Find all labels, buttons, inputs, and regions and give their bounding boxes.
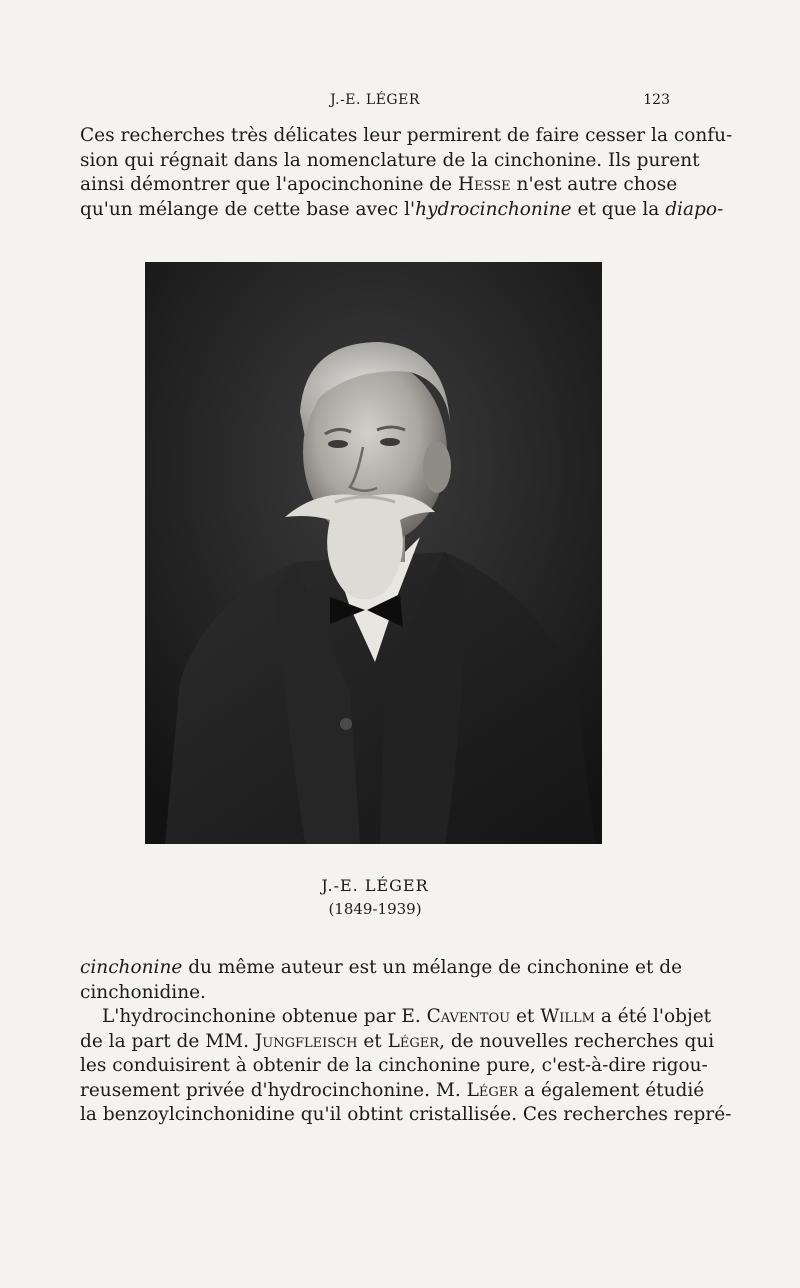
text-line: les conduisirent à obtenir de la cinchonine pure, c'est-à-dire rigou-	[80, 1055, 708, 1076]
text-line: cinchonidine.	[80, 981, 206, 1003]
italic-term: cinchonine	[80, 957, 183, 978]
page-number: 123	[643, 92, 670, 108]
author-name: Hesse	[457, 174, 511, 195]
portrait-caption-dates: (1849-1939)	[328, 900, 422, 918]
author-name: Léger	[466, 1079, 519, 1101]
author-name: Caventou	[426, 1006, 511, 1027]
text-line: qu'un mélange de cette base avec l'hydrocinchonine et que la diapo-	[80, 198, 724, 220]
text-line: Ces recherches très délicates leur permirent de faire cesser la confu-	[80, 125, 733, 146]
top-paragraph	[80, 124, 733, 222]
italic-term: diapo-	[665, 198, 724, 220]
text-line: de la part de MM. Jungfleisch et Léger, de nouvelles recherches qui	[80, 1030, 715, 1052]
text-line: cinchonine du même auteur est un mélange de cinchonine et de	[80, 957, 683, 978]
text-line: reusement privée d'hydrocinchonine. M. Léger a également étudié	[80, 1079, 705, 1101]
author-name: Léger	[387, 1030, 440, 1052]
author-name: Willm	[540, 1006, 595, 1027]
portrait-caption-name: J.-E. LÉGER	[321, 876, 429, 895]
text-line: sion qui régnait dans la nomenclature de la cinchonine. Ils purent	[80, 149, 700, 171]
bottom-paragraph	[80, 956, 732, 1128]
text-line: la benzoylcinchonidine qu'il obtint cristallisée. Ces recherches repré-	[80, 1104, 732, 1125]
portrait-photo	[145, 262, 602, 844]
text-line: ainsi démontrer que l'apocinchonine de Hesse n'est autre chose	[80, 174, 678, 195]
text-line: L'hydrocinchonine obtenue par E. Caventou et Willm a été l'objet	[102, 1006, 712, 1027]
page-header	[80, 92, 670, 114]
author-name: Jungfleisch	[254, 1030, 358, 1052]
running-title: J.-E. LÉGER	[330, 92, 420, 108]
italic-term: hydrocinchonine	[415, 198, 572, 220]
